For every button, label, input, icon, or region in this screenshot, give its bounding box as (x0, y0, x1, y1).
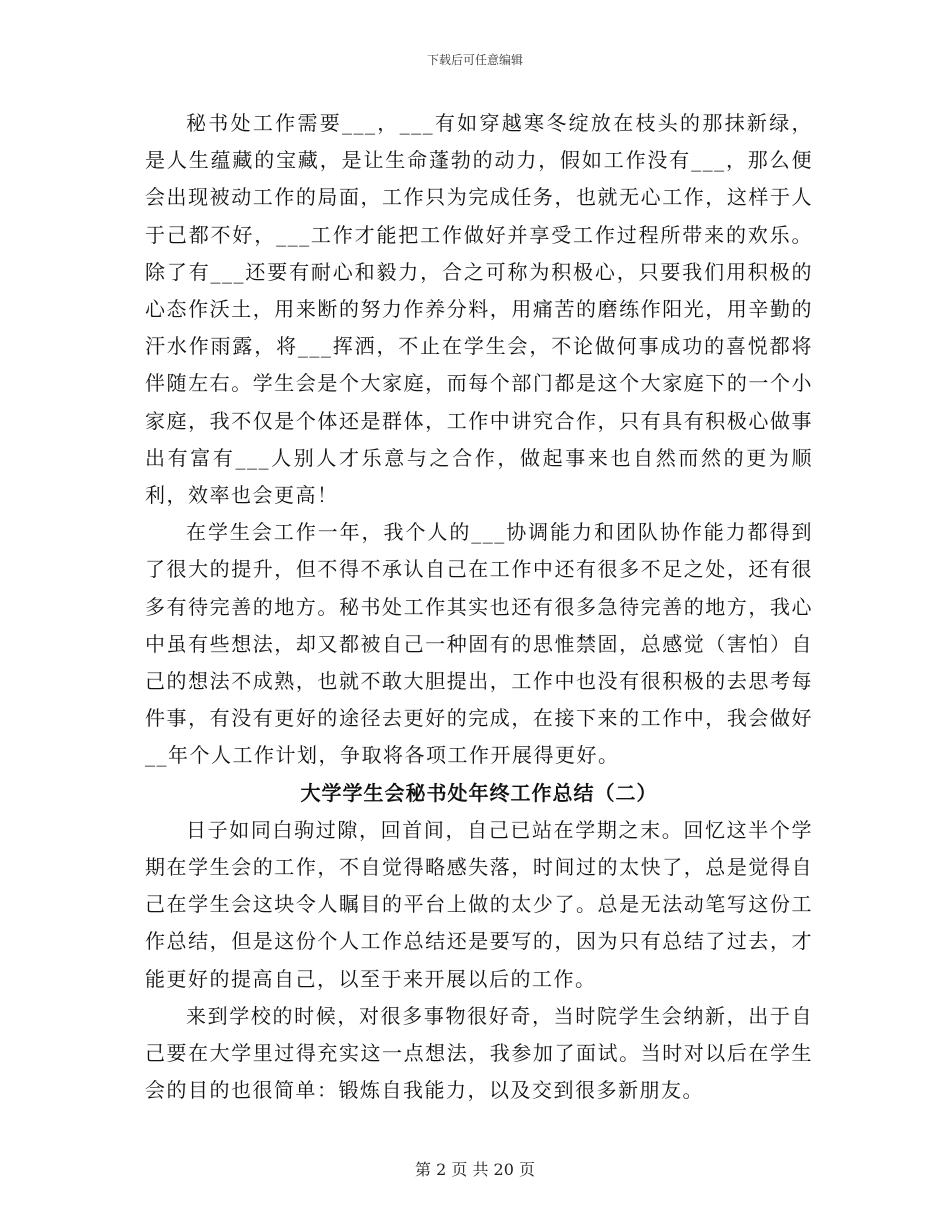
page-number-footer: 第 2 页 共 20 页 (415, 1160, 535, 1179)
section-title: 大学学生会秘书处年终工作总结（二） (300, 780, 658, 805)
paragraph: 来到学校的时候，对很多事物很好奇，当时院学生会纳新，出于自己要在大学里过得充实这一点想法，我参加了面试。当时对以后在学生会的目的也很简单：锻炼自我能力，以及交到很多新朋友。 (145, 1003, 813, 1103)
document-body (145, 105, 813, 1109)
paragraph: 日子如同白驹过隙，回首间，自己已站在学期之末。回忆这半个学期在学生会的工作，不自觉得略感失落，时间过的太快了，总是觉得自己在学生会这块令人瞩目的平台上做的太少了。总是无法动笔写这份工作总结，但是这份个人工作总结还是要写的，因为只有总结了过去，才能更好的提高自己，以至于来开展以后的工作。 (145, 817, 813, 991)
page-header: 下载后可任意编辑 (426, 53, 523, 67)
paragraph: 在学生会工作一年，我个人的___协调能力和团队协作能力都得到了很大的提升，但不得不承认自己在工作中还有很多不足之处，还有很多有待完善的地方。秘书处工作其实也还有很多急待完善的地方，我心中虽有些想法，却又都被自己一种固有的思惟禁固，总感觉（害怕）自己的想法不成熟，也就不敢大胆提出，工作中也没有很积极的去思考每件事，有没有更好的途径去更好的完成，在接下来的工作中，我会做好__年个人工作计划，争取将各项工作开展得更好。 (145, 520, 813, 768)
paragraph: 秘书处工作需要___，___有如穿越寒冬绽放在枝头的那抹新绿，是人生蕴藏的宝藏，是让生命蓬勃的动力，假如工作没有___，那么便会出现被动工作的局面，工作只为完成任务，也就无心工作，这样于人于己都不好，___工作才能把工作做好并享受工作过程所带来的欢乐。除了有___还要有耐心和毅力，合之可称为积极心，只要我们用积极的心态作沃土，用来断的努力作养分料，用痛苦的磨练作阳光，用辛勤的汗水作雨露，将___挥洒，不止在学生会，不论做何事成功的喜悦都将伴随左右。学生会是个大家庭，而每个部门都是这个大家庭下的一个小家庭，我不仅是个体还是群体，工作中讲究合作，只有具有积极心做事出有富有___人别人才乐意与之合作，做起事来也自然而然的更为顺利，效率也会更高！ (145, 111, 813, 508)
